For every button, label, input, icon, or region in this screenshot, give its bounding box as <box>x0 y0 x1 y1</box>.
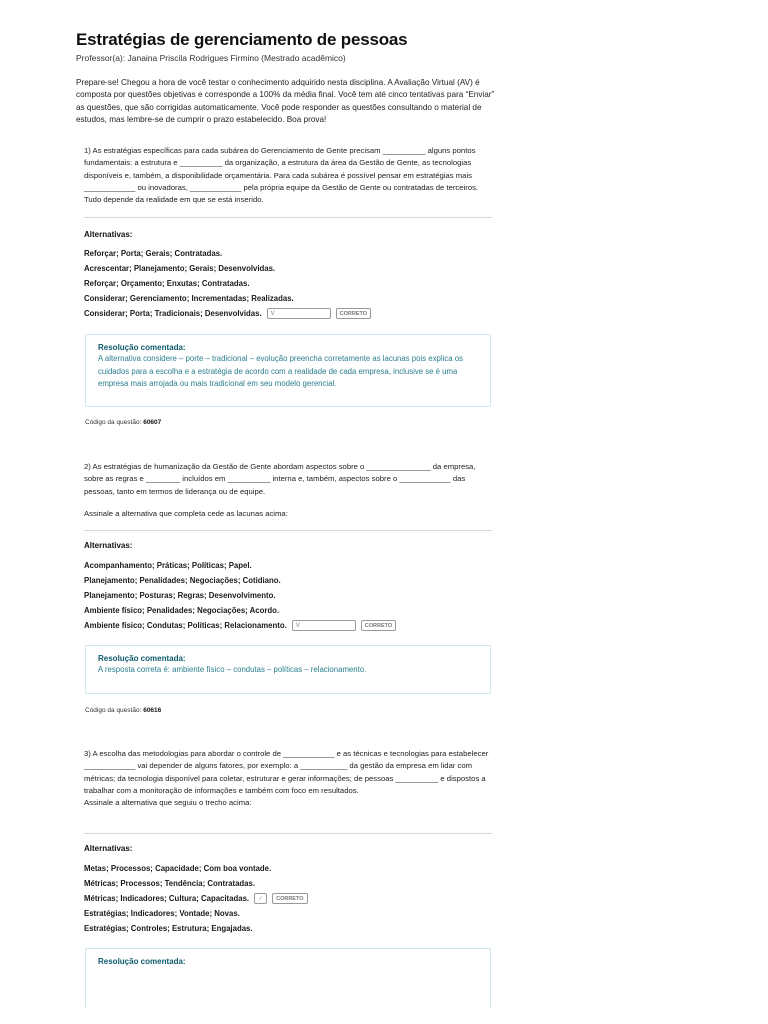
correct-badge: CORRETO <box>272 893 307 904</box>
answer-input[interactable]: V <box>292 620 356 631</box>
question-1-separator <box>84 217 492 218</box>
question-text: 2) As estratégias de humanização da Gestão de Gente abordam aspectos sobre o _______________ da empresa, sobre as regras e ________ incluídos em __________ interna e, também, aspectos sobre o ____________ das pessoas, tanto em termos de liderança ou de equipe. <box>84 462 476 496</box>
alternative-option-selected[interactable]: Considerar; Porta; Tradicionais; Desenvolvidas. V CORRETO <box>84 306 492 321</box>
question-instruction: Assinale a alternativa que seguiu o trecho acima: <box>84 798 252 808</box>
resolution-box <box>85 948 491 1008</box>
question-2-separator <box>84 530 492 531</box>
alternative-option-selected[interactable]: Ambiente físico; Condutas; Políticas; Relacionamento. V CORRETO <box>84 618 492 633</box>
check-icon[interactable]: ✓ <box>254 893 267 904</box>
correct-badge: CORRETO <box>361 620 396 631</box>
page-title: Estratégias de gerenciamento de pessoas <box>76 30 408 49</box>
question-text: 3) A escolha das metodologias para abordar o controle de ____________ e as técnicas e tecnologias para estabelecer ____________ vai depender de alguns fatores, por exemplo: a ___________ da gestão da empresa em lidar com métricas; da tecnologia disponível para coletar, estruturar e gerar informações; de pessoas __________ e dispostos a trabalhar com a monitoração de informações e também com foco em resultados. <box>84 749 489 795</box>
alternatives-label: Alternativas: <box>84 541 133 550</box>
question-3-alternatives <box>84 844 492 936</box>
alternative-option[interactable]: Reforçar; Porta; Gerais; Contratadas. <box>84 249 223 258</box>
professor-line: Professor(a): Janaina Priscila Rodrigues Firmino (Mestrado acadêmico) <box>76 53 346 63</box>
question-1 <box>84 145 492 206</box>
question-code: Código da questão: 60607 <box>85 419 162 426</box>
alternative-option[interactable]: Planejamento; Posturas; Regras; Desenvolvimento. <box>84 591 276 600</box>
resolution-title: Resolução comentada: <box>98 654 186 663</box>
alternative-option[interactable]: Considerar; Gerenciamento; Incrementadas; Realizadas. <box>84 294 294 303</box>
question-code: Código da questão: 60616 <box>85 707 162 714</box>
resolution-title: Resolução comentada: <box>98 957 186 966</box>
question-text: 1) As estratégias específicas para cada subárea do Gerenciamento de Gente precisam __________ alguns pontos fundamentais: a estrutura e __________ da organização, a estrutura da área da Gestão de Gente, as tecnologias disponíveis e, também, a disponibilidade orçamentária. Para cada subárea é possível pensar em estratégias mais ____________ ou inovadoras, ____________ pela própria equipe da Gestão de Gente ou contratadas de terceiros. Tudo depende da realidade em que se está inserido. <box>84 146 479 205</box>
question-3-separator <box>84 833 492 834</box>
alternative-option[interactable]: Métricas; Processos; Tendência; Contratadas. <box>84 879 256 888</box>
resolution-text: A alternativa considere – porte – tradicional – evolução preencha corretamente as lacunas pois explica os cuidados para a escolha e a estratégia de acordo com a realidade de cada empresa, inclusive se é uma empresa mais arrojada ou mais tradicional em seu modelo gerencial. <box>98 354 463 389</box>
resolution-box <box>85 334 491 407</box>
question-instruction: Assinale a alternativa que completa cede as lacunas acima: <box>84 508 288 518</box>
alternative-option[interactable]: Estratégias; Controles; Estrutura; Engajadas. <box>84 924 253 933</box>
header <box>76 30 506 127</box>
intro-text: Prepare-se! Chegou a hora de você testar o conhecimento adquirido nesta disciplina. A Avaliação Virtual (AV) é composta por questões objetivas e corresponde a 100% da média final. Você tem até cinco tentativas para “Enviar” as questões, que são corrigidas automaticamente. Você pode responder as questões consultando o material de estudos, mas lembre-se de cumprir o prazo estabelecido. Boa prova! <box>76 78 495 125</box>
alternative-option-selected[interactable]: Métricas; Indicadores; Cultura; Capacitadas. ✓ CORRETO <box>84 891 492 906</box>
resolution-title: Resolução comentada: <box>98 343 186 352</box>
answer-input[interactable]: V <box>267 308 331 319</box>
resolution-text: A resposta correta é: ambiente físico – condutas – políticas – relacionamento. <box>98 665 367 674</box>
alternatives-label: Alternativas: <box>84 844 133 853</box>
alternative-option[interactable]: Ambiente físico; Penalidades; Negociações; Acordo. <box>84 606 280 615</box>
resolution-box <box>85 645 491 694</box>
alternative-option[interactable]: Planejamento; Penalidades; Negociações; Cotidiano. <box>84 576 281 585</box>
alternative-option[interactable]: Estratégias; Indicadores; Vontade; Novas. <box>84 909 240 918</box>
question-1-alternatives <box>84 230 492 321</box>
alternative-option[interactable]: Reforçar; Orçamento; Enxutas; Contratadas. <box>84 279 250 288</box>
question-2-alternatives <box>84 541 492 633</box>
alternative-option[interactable]: Acompanhamento; Práticas; Políticas; Papel. <box>84 561 252 570</box>
alternative-option[interactable]: Metas; Processos; Capacidade; Com boa vontade. <box>84 864 272 873</box>
question-2 <box>84 461 492 520</box>
alternative-option[interactable]: Acrescentar; Planejamento; Gerais; Desenvolvidas. <box>84 264 276 273</box>
question-3 <box>84 748 492 809</box>
correct-badge: CORRETO <box>336 308 371 319</box>
alternatives-label: Alternativas: <box>84 230 133 239</box>
